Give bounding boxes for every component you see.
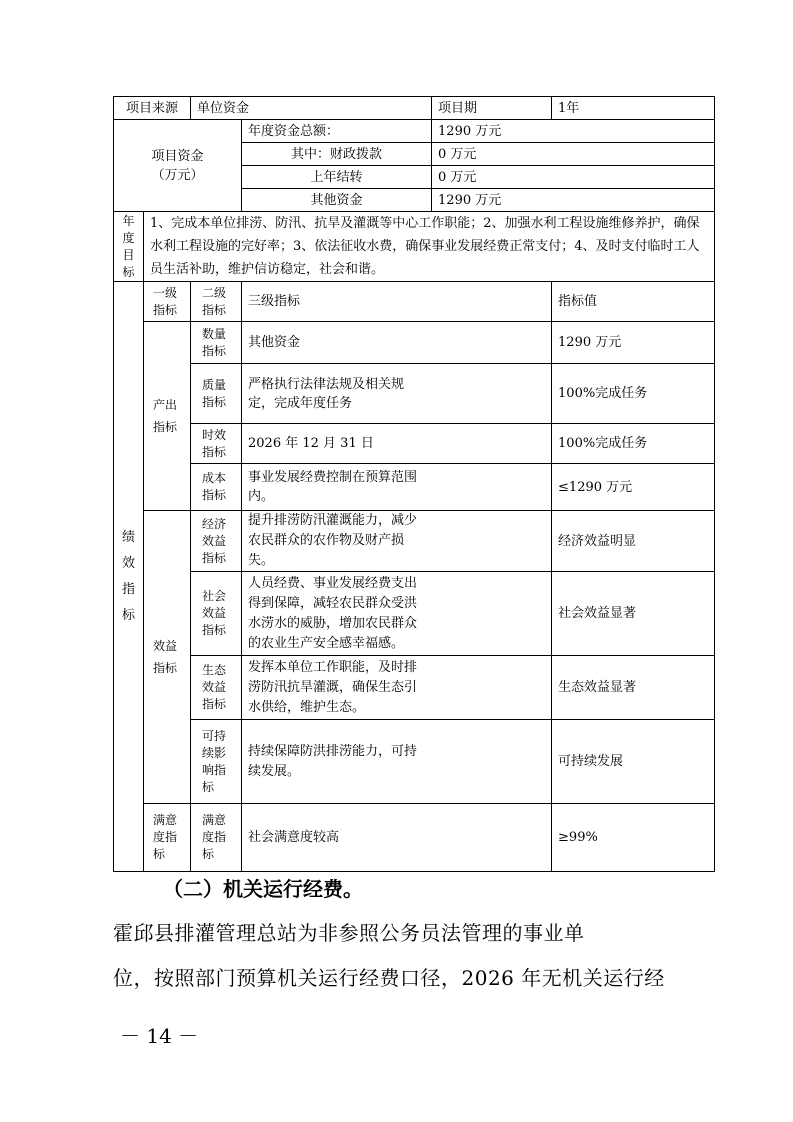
table-row xyxy=(114,322,715,364)
paragraph-line: 位，按照部门预算机关运行经费口径，2026 年无机关运行经 xyxy=(113,966,665,990)
row-value: 100%完成任务 xyxy=(552,424,715,464)
fiscal-value: 0 万元 xyxy=(432,143,715,166)
row-level3: 提升排涝防汛灌溉能力，减少农民群众的农作物及财产损失。 xyxy=(248,513,418,568)
header-level1: 一级指标 xyxy=(153,285,178,317)
table-row xyxy=(114,464,715,511)
source-value: 单位资金 xyxy=(191,97,432,120)
row-level2: 社会效益指标 xyxy=(202,589,227,637)
table-row xyxy=(114,511,715,572)
row-level2: 经济效益指标 xyxy=(202,516,227,565)
table-row xyxy=(114,720,715,804)
row-level3: 持续保障防洪排涝能力，可持续发展。 xyxy=(248,743,418,779)
row-level2: 质量指标 xyxy=(202,377,227,409)
benefit-label: 效益指标 xyxy=(153,639,178,675)
row-level2: 满意度指标 xyxy=(202,813,227,861)
row-level2: 生态效益指标 xyxy=(202,663,227,711)
row-level2: 数量指标 xyxy=(202,326,227,358)
row-level2: 成本指标 xyxy=(202,471,227,502)
carryover-label: 上年结转 xyxy=(242,166,432,189)
row-value: 生态效益显著 xyxy=(552,656,715,720)
paragraph-line: 霍邱县排灌管理总站为非参照公务员法管理的事业单 xyxy=(113,921,585,945)
total-value: 1290 万元 xyxy=(432,120,715,143)
other-label: 其他资金 xyxy=(242,189,432,212)
output-label-cell xyxy=(144,322,191,511)
row-level3: 社会满意度较高 xyxy=(242,804,552,872)
goal-label-cell xyxy=(114,212,144,282)
row-level3: 发挥本单位工作职能，及时排涝防汛抗旱灌溉，确保生态引水供给，维护生态。 xyxy=(248,659,418,715)
table-row xyxy=(114,120,715,143)
row-value: 100%完成任务 xyxy=(552,364,715,424)
funds-label-cell xyxy=(114,120,242,212)
section-heading: （二）机关运行经费。 xyxy=(163,877,363,901)
other-value: 1290 万元 xyxy=(432,189,715,212)
header-value: 指标值 xyxy=(552,282,715,322)
page-number: － 14 － xyxy=(120,1024,199,1048)
satisfaction-label: 满意度指标 xyxy=(153,813,178,861)
table-row xyxy=(114,804,715,872)
carryover-value: 0 万元 xyxy=(432,166,715,189)
row-value: ≤1290 万元 xyxy=(552,464,715,511)
fiscal-label: 其中：财政拨款 xyxy=(242,143,432,166)
table-row xyxy=(114,572,715,656)
row-value: 可持续发展 xyxy=(552,720,715,804)
row-level3: 人员经费、事业发展经费支出得到保障，减轻农民群众受洪水涝水的威胁，增加农民群众的农业生产安全感幸福感。 xyxy=(248,575,418,651)
row-value: 1290 万元 xyxy=(552,322,715,364)
table-row xyxy=(114,656,715,720)
goal-text: 1、完成本单位排涝、防汛、抗旱及灌溉等中心工作职能；2、加强水利工程设施维修养护，确保水利工程设施的完好率；3、依法征收水费，确保事业发展经费正常支付；4、及时支付临时工人员生活补助，维护信访稳定，社会和谐。 xyxy=(144,212,715,282)
header-level2: 二级指标 xyxy=(202,285,227,317)
row-level2: 可持续影响指标 xyxy=(202,728,227,794)
row-level3: 事业发展经费控制在预算范围内。 xyxy=(248,470,418,504)
row-value: 经济效益明显 xyxy=(552,511,715,572)
funds-label: 项目资金 xyxy=(151,148,204,164)
funds-unit: （万元） xyxy=(151,167,204,183)
table-row xyxy=(114,97,715,120)
table-row xyxy=(114,282,715,322)
row-level2: 时效指标 xyxy=(202,427,227,459)
perf-label: 绩效指标 xyxy=(121,529,135,623)
table-row xyxy=(114,364,715,424)
table-row xyxy=(114,212,715,282)
row-value: 社会效益显著 xyxy=(552,572,715,656)
goal-label: 年度目标 xyxy=(122,213,135,279)
row-level3: 2026 年 12 月 31 日 xyxy=(242,424,552,464)
benefit-label-cell xyxy=(144,511,191,804)
row-level3: 其他资金 xyxy=(242,322,552,364)
header-level3: 三级指标 xyxy=(242,282,552,322)
row-level3: 严格执行法律法规及相关规定，完成年度任务 xyxy=(248,376,405,411)
header-level2-cell xyxy=(191,282,242,322)
total-label: 年度资金总额： xyxy=(242,120,432,143)
period-value: 1年 xyxy=(552,97,715,120)
table-row xyxy=(114,424,715,464)
output-label: 产出指标 xyxy=(153,398,178,434)
header-level1-cell xyxy=(144,282,191,322)
satisfaction-label-cell xyxy=(144,804,191,872)
source-label: 项目来源 xyxy=(114,97,191,120)
period-label: 项目期 xyxy=(432,97,552,120)
perf-label-cell xyxy=(114,282,144,872)
row-value: ≥99% xyxy=(552,804,715,872)
performance-goal-table xyxy=(113,96,715,872)
